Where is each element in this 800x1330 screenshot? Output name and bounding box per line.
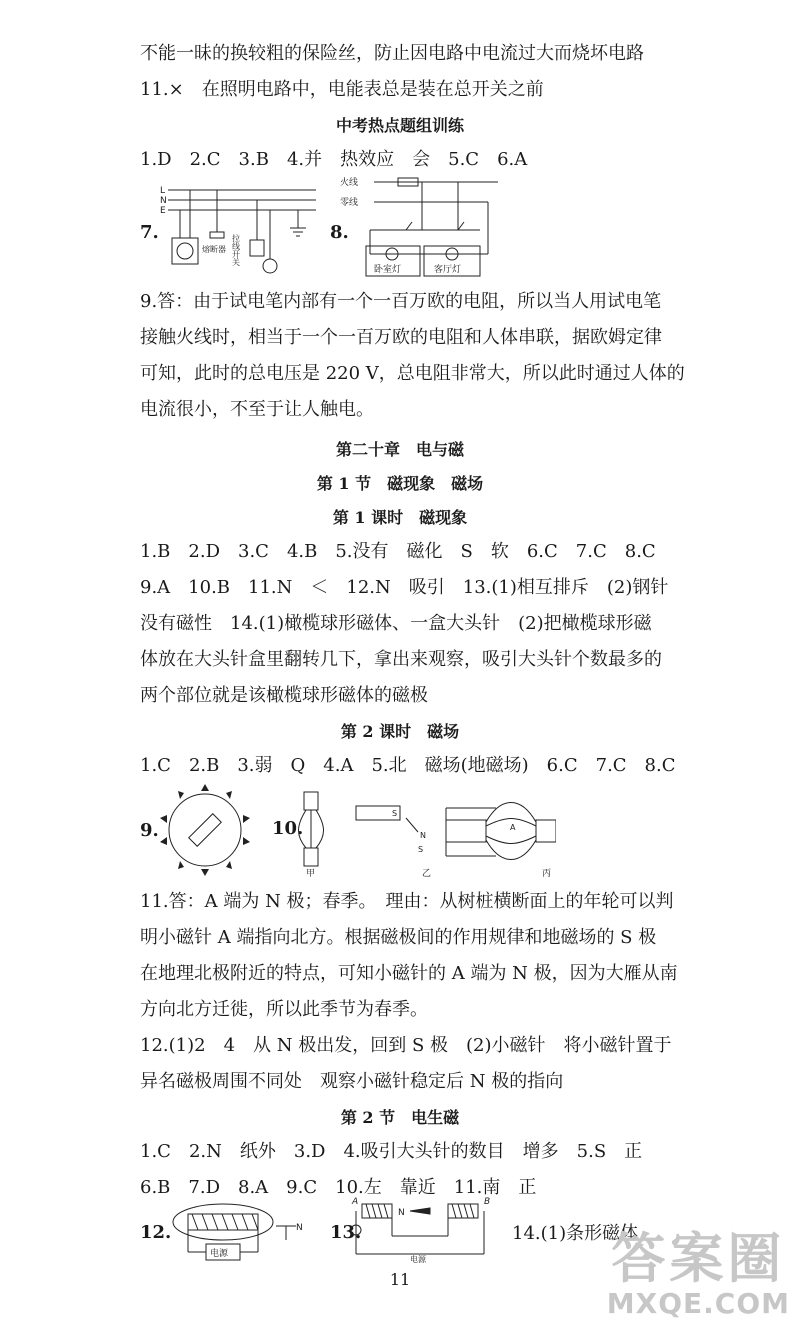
figure-8-circuit [340, 172, 500, 280]
watermark-domain: MXQE.COM [606, 1287, 790, 1320]
figure-13-label: 13. [330, 1222, 362, 1243]
neutral-wire-label: 零线 [340, 198, 359, 208]
text-line: 1.C 2.N 纸外 3.D 4.吸引大头针的数目 增多 5.S 正 [140, 1141, 643, 1162]
power-source-label: 电源 [210, 1249, 229, 1259]
text-line: 没有磁性 14.(1)橄榄球形磁体、一盒大头针 (2)把橄榄球形磁 [140, 613, 652, 634]
watermark-logo-text: 答案圈 [611, 1227, 786, 1290]
page-number: 11 [389, 1270, 411, 1289]
chapter-heading: 第二十章 电与磁 [335, 440, 464, 459]
wire-l-label: L [160, 186, 166, 196]
text-line: 9.A 10.B 11.N ＜ 12.N 吸引 13.(1)相互排斥 (2)钢针 [140, 577, 669, 598]
text-line: 6.B 7.D 8.A 9.C 10.左 靠近 11.南 正 [140, 1177, 537, 1198]
figure-12-label: 12. [140, 1222, 172, 1243]
section-heading: 第 1 节 磁现象 磁场 [316, 474, 484, 493]
point-a-label: A [510, 823, 516, 832]
sub-figure-jia: 甲 [306, 869, 316, 878]
pole-s-label: S [392, 809, 398, 818]
end-b-label: B [484, 1197, 491, 1207]
needle-pole-n: N [398, 1208, 405, 1218]
living-room-lamp-label: 客厅灯 [434, 265, 462, 275]
sub-figure-bing: 丙 [542, 869, 552, 878]
needle-pole-n: N [296, 1223, 303, 1233]
figure-12-solenoid [168, 1196, 318, 1270]
text-line: 明小磁针 A 端指向北方。根据磁极间的作用规律和地磁场的 S 极 [140, 927, 657, 948]
site-watermark [606, 1227, 790, 1320]
figure-13-electromagnets [348, 1196, 498, 1266]
lesson-heading: 第 2 课时 磁场 [340, 722, 460, 741]
figure-10-label: 10. [272, 818, 304, 839]
text-line: 接触火线时，相当于一个一百万欧的电阻和人体串联，据欧姆定律 [140, 327, 662, 348]
text-line: 11.答：A 端为 N 极；春季。 理由：从树桩横断面上的年轮可以判 [140, 891, 674, 912]
text-line: 在地理北极附近的特点，可知小磁针的 A 端为 N 极，因为大雁从南 [140, 963, 678, 984]
text-line: 9.答：由于试电笔内部有一个一百万欧的电阻，所以当人用试电笔 [140, 291, 662, 312]
text-line: 11.× 在照明电路中，电能表总是装在总开关之前 [140, 79, 544, 100]
figure-10-magnets [296, 786, 556, 878]
figure-7-label: 7. [140, 222, 159, 243]
pole-n-label: N [420, 831, 426, 840]
figure-9-compass-ring [150, 780, 260, 880]
section-heading: 中考热点题组训练 [335, 116, 464, 135]
live-wire-label: 火线 [340, 178, 359, 188]
text-line: 体放在大头针盒里翻转几下，拿出来观察，吸引大头针个数最多的 [140, 649, 662, 670]
text-line: 不能一昧的换较粗的保险丝，防止因电路中电流过大而烧坏电路 [140, 43, 644, 64]
text-line: 可知，此时的总电压是 220 V，总电阻非常大，所以此时通过人体的 [140, 363, 685, 384]
text-line: 1.C 2.B 3.弱 Q 4.A 5.北 磁场(地磁场) 6.C 7.C 8.C [140, 755, 676, 776]
end-a-label: A [352, 1197, 359, 1207]
power-source-label: 电源 [410, 1255, 426, 1264]
figure-9-label: 9. [140, 820, 159, 841]
pole-s2-label: S [418, 845, 424, 854]
figure-7-circuit [158, 180, 318, 280]
text-line: 电流很小，不至于让人触电。 [140, 399, 374, 420]
wire-e-label: E [160, 206, 166, 216]
pull-switch-label: 拉线开关 [231, 234, 241, 266]
section-heading: 第 2 节 电生磁 [340, 1108, 460, 1127]
lesson-heading: 第 1 课时 磁现象 [332, 508, 468, 527]
text-line: 方向北方迁徙，所以此季节为春季。 [140, 999, 428, 1020]
fuse-label: 熔断器 [202, 245, 226, 254]
bedroom-lamp-label: 卧室灯 [374, 265, 402, 275]
sub-figure-yi: 乙 [422, 869, 432, 878]
text-line: 异名磁极周围不同处 观察小磁针稳定后 N 极的指向 [140, 1071, 564, 1092]
text-line: 12.(1)2 4 从 N 极出发，回到 S 极 (2)小磁针 将小磁针置于 [140, 1035, 672, 1056]
text-line: 两个部位就是该橄榄球形磁体的磁极 [140, 685, 428, 706]
text-line: 14.(1)条形磁体 [512, 1223, 639, 1244]
wire-n-label: N [160, 196, 167, 206]
text-line: 1.B 2.D 3.C 4.B 5.没有 磁化 S 软 6.C 7.C 8.C [140, 541, 656, 562]
text-line: 1.D 2.C 3.B 4.并 热效应 会 5.C 6.A [140, 149, 528, 170]
figure-8-label: 8. [330, 222, 349, 243]
